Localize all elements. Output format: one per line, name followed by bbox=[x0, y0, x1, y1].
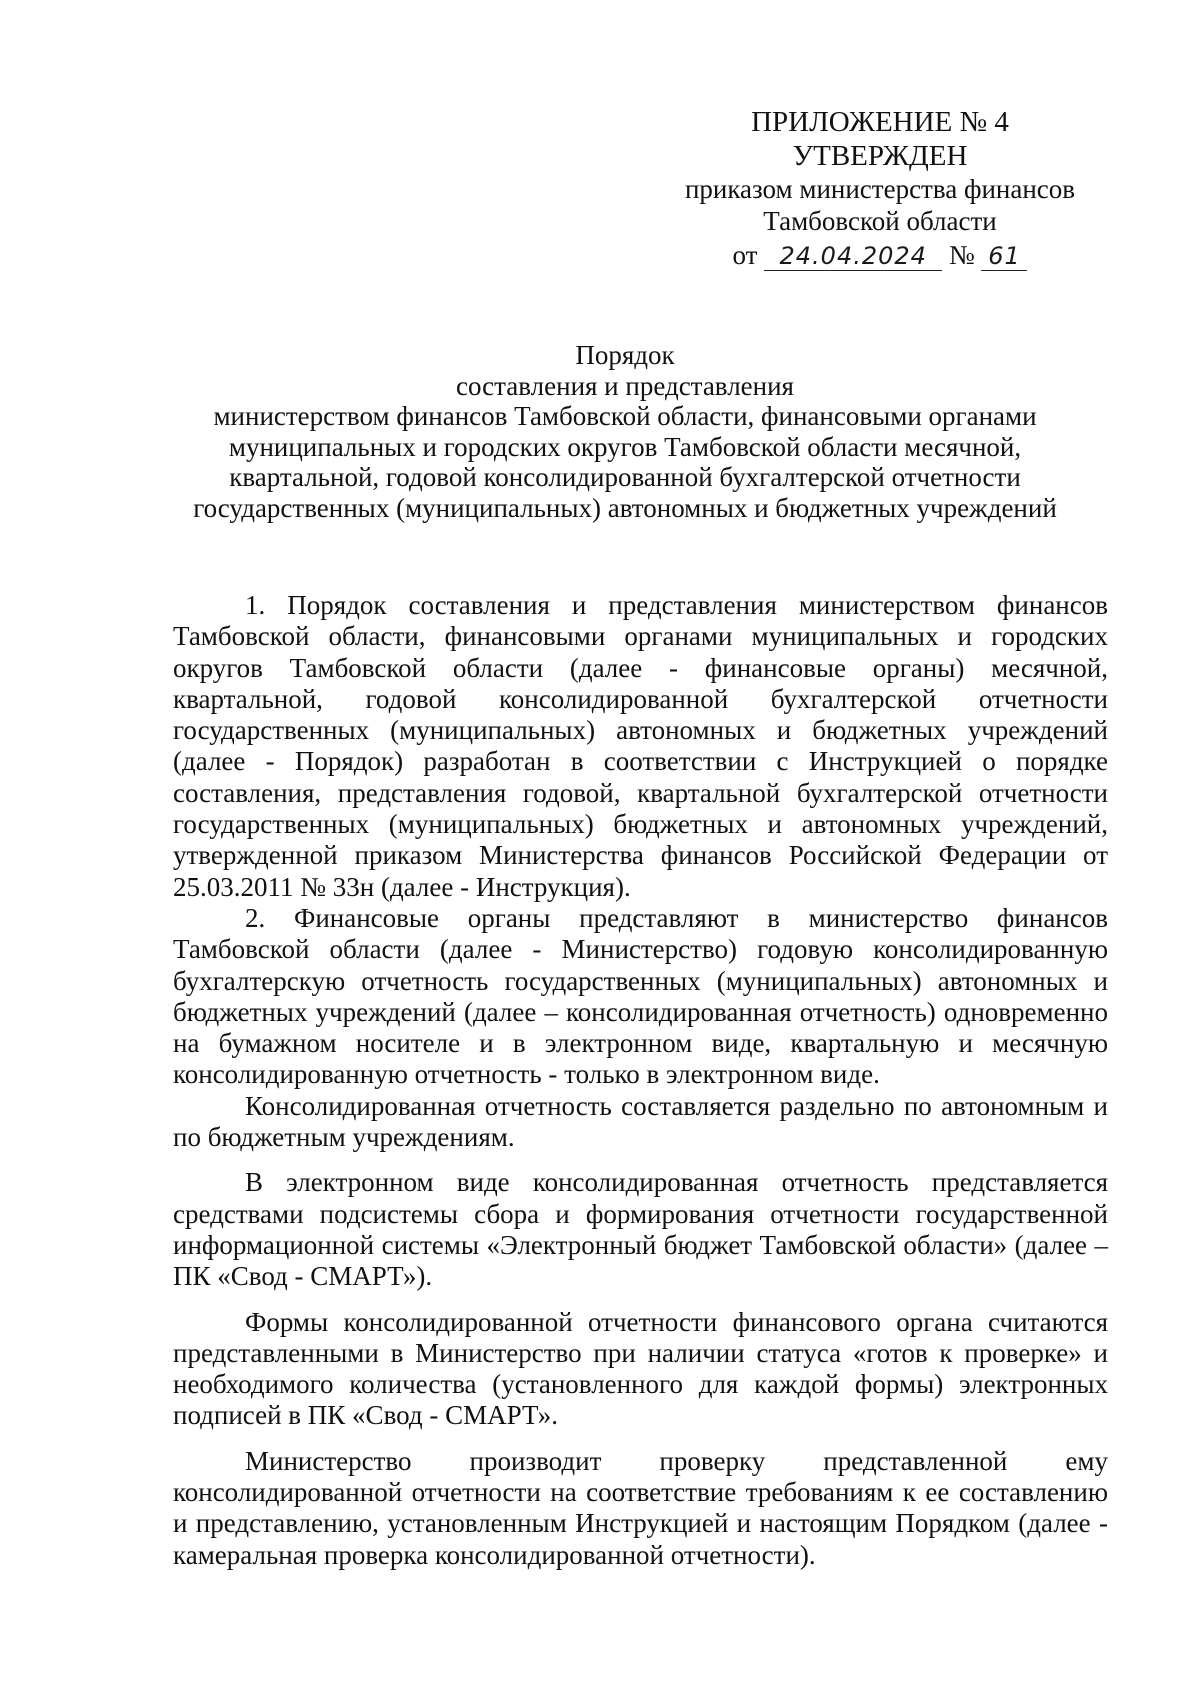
title-line-4: муниципальных и городских округов Тамбовской области месячной, bbox=[228, 431, 1022, 462]
paragraph-5: Формы консолидированной отчетности финансового органа считаются представленными в Министерство при наличии статуса «готов к проверке» и необходимого количества (установленного для каждой формы) электронных подписей в ПК «Свод - СМАРТ». bbox=[173, 1306, 1108, 1431]
order-number-field bbox=[981, 241, 1027, 271]
paragraph-1: 1. Порядок составления и представления министерством финансов Тамбовской области, финансовыми органами муниципальных и городских округов Тамбовской области (далее - финансовые органы) месячной, квартальной, годовой консолидированной бухгалтерской отчетности государственных (муниципальных) автономных и бюджетных учреждений (далее - Порядок) разработан в соответствии с Инструкцией о порядке составления, представления годовой, квартальной бухгалтерской отчетности государственных (муниципальных) бюджетных и автономных учреждений, утвержденной приказом Министерства финансов Российской Федерации от 25.03.2011 № 33н (далее - Инструкция). bbox=[173, 590, 1108, 902]
document-body bbox=[173, 590, 1108, 1571]
order-line-2: Тамбовской области bbox=[763, 206, 997, 236]
from-label: от bbox=[732, 240, 758, 270]
title-line-1: Порядок bbox=[575, 340, 675, 370]
paragraph-6: Министерство производит проверку представленной ему консолидированной отчетности на соответствие требованиям к ее составлению и представлению, установленным Инструкцией и настоящим Порядком (далее - камеральная проверка консолидированной отчетности). bbox=[173, 1445, 1108, 1570]
order-date-line bbox=[660, 239, 1100, 271]
title-line-6: государственных (муниципальных) автономных и бюджетных учреждений bbox=[193, 492, 1057, 523]
title-line-3: министерством финансов Тамбовской области, финансовыми органами bbox=[213, 401, 1037, 431]
order-line-1: приказом министерства финансов bbox=[684, 174, 1076, 204]
paragraph-4: В электронном виде консолидированная отчетность представляется средствами подсистемы сбора и формирования отчетности государственной информационной системы «Электронный бюджет Тамбовской области» (далее – ПК «Свод - СМАРТ»). bbox=[173, 1167, 1108, 1292]
approved-label: УТВЕРЖДЕН bbox=[792, 140, 968, 172]
paragraph-3: Консолидированная отчетность составляется раздельно по автономным и по бюджетным учреждениям. bbox=[173, 1090, 1108, 1153]
order-date-field bbox=[764, 241, 942, 271]
appendix-number: ПРИЛОЖЕНИЕ № 4 bbox=[751, 106, 1009, 138]
title-line-5: квартальной, годовой консолидированной бухгалтерской отчетности bbox=[229, 462, 1021, 492]
document-title bbox=[150, 340, 1100, 523]
order-date-handwritten: 24.04.2024 bbox=[779, 242, 927, 270]
title-line-2: составления и представления bbox=[456, 370, 794, 401]
paragraph-2: 2. Финансовые органы представляют в министерство финансов Тамбовской области (далее - Министерство) годовую консолидированную бухгалтерскую отчетность государственных (муниципальных) автономных и бюджетных учреждений (далее – консолидированная отчетность) одновременно на бумажном носителе и в электронном виде, квартальную и месячную консолидированную отчетность - только в электронном виде. bbox=[173, 902, 1108, 1090]
approval-block bbox=[660, 105, 1100, 271]
number-label: № bbox=[948, 240, 975, 270]
order-number-handwritten: 61 bbox=[988, 242, 1021, 270]
